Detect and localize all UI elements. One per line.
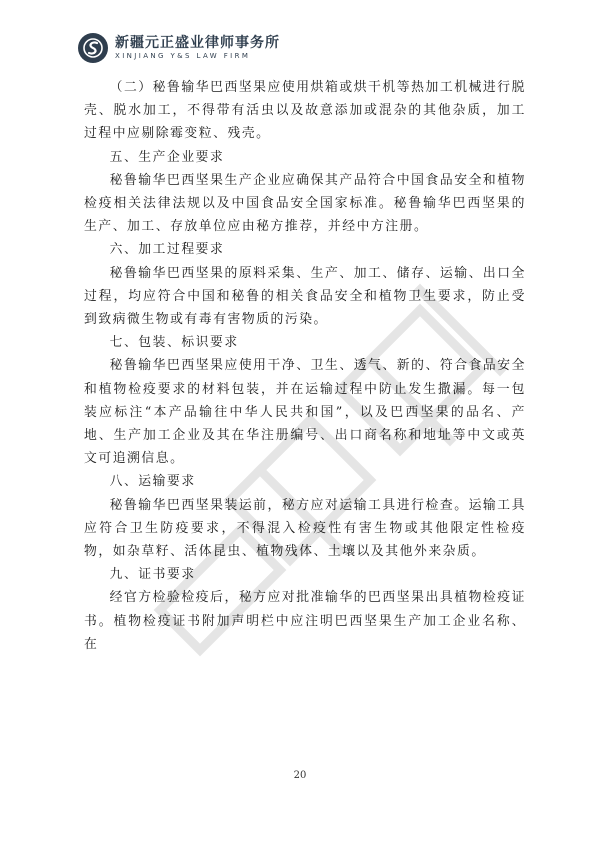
- paragraph-section-5: 秘鲁输华巴西坚果生产企业应确保其产品符合中国食品安全和植物检疫相关法律法规以及中国食品安全国家标准。秘鲁输华巴西坚果的生产、加工、存放单位应由秘方推荐，并经中方注册。: [84, 172, 526, 235]
- document-body: [84, 76, 526, 656]
- heading-section-8: 八、运输要求: [109, 474, 196, 490]
- heading-section-9: 九、证书要求: [109, 567, 196, 583]
- firm-name-en: XINJIANG Y&S LAW FIRM: [115, 52, 251, 60]
- paragraph-section-7: 秘鲁输华巴西坚果应使用干净、卫生、透气、新的、符合食品安全和植物检疫要求的材料包装，并在运输过程中防止发生撒漏。每一包装应标注“本产品输往中华人民共和国”，以及巴西坚果的品名、产地、生产加工企业及其在华注册编号、出口商名称和地址等中文或英文可追溯信息。: [84, 358, 526, 467]
- heading-section-5: 五、生产企业要求: [109, 149, 225, 165]
- paragraph-processing-2: （二）秘鲁输华巴西坚果应使用烘箱或烘干机等热加工机械进行脱壳、脱水加工，不得带有活虫以及故意添加或混杂的其他杂质，加工过程中应剔除霉变粒、残壳。: [84, 80, 526, 142]
- page-number: 20: [293, 770, 307, 781]
- paragraph-section-8: 秘鲁输华巴西坚果装运前，秘方应对运输工具进行检查。运输工具应符合卫生防疫要求，不得混入检疫性有害生物或其他限定性检疫物，如杂草籽、活体昆虫、植物残体、土壤以及其他外来杂质。: [84, 497, 526, 560]
- paragraph-section-6: 秘鲁输华巴西坚果的原料采集、生产、加工、储存、运输、出口全过程，均应符合中国和秘鲁的相关食品安全和植物卫生要求，防止受到致病微生物或有毒有害物质的污染。: [84, 265, 526, 328]
- firm-logo-icon: [78, 33, 108, 63]
- firm-name-cn: 新疆元正盛业律师事务所: [115, 35, 280, 51]
- heading-section-6: 六、加工过程要求: [109, 242, 225, 258]
- letterhead: [78, 33, 280, 63]
- heading-section-7: 七、包装、标识要求: [109, 335, 239, 351]
- paragraph-section-9: 经官方检验检疫后，秘方应对批准输华的巴西坚果出具植物检疫证书。植物检疫证书附加声明栏中应注明巴西坚果生产加工企业名称、在: [84, 590, 526, 652]
